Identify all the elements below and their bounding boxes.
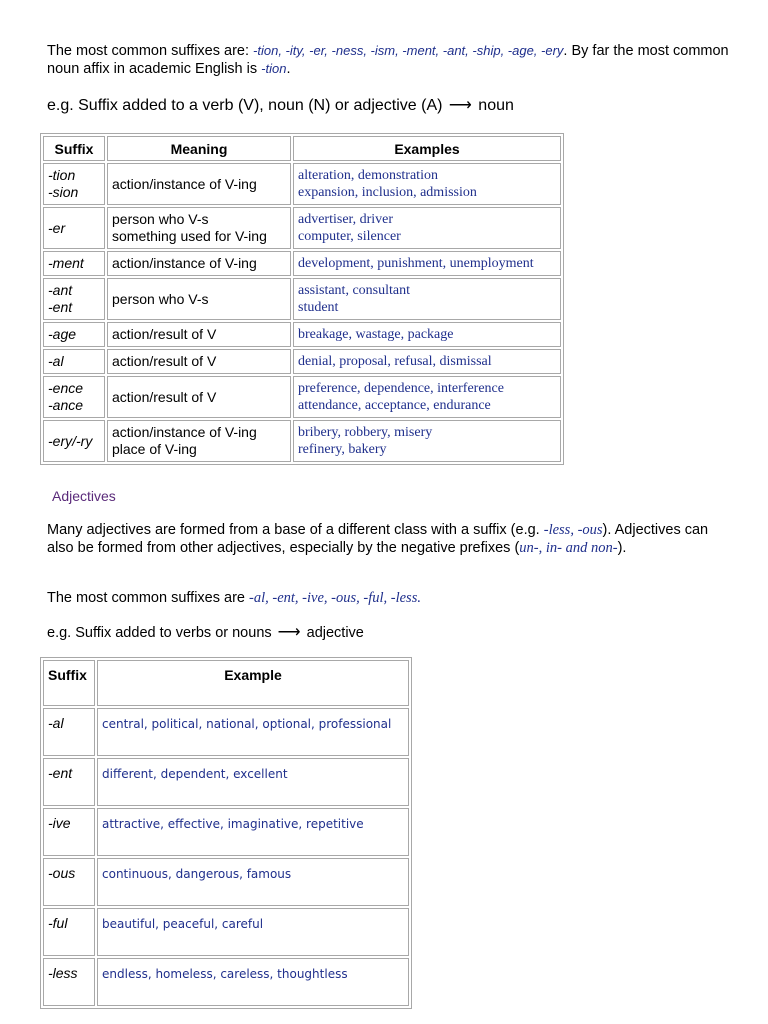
table-row <box>43 708 409 756</box>
arrow-right-icon: ⟶ <box>448 97 472 114</box>
suffix-cell: -er <box>43 207 105 249</box>
intro-text-3: . <box>286 61 291 77</box>
example-cell: central, political, national, optional, professional <box>97 708 409 756</box>
table-row <box>43 349 561 374</box>
examples-cell: denial, proposal, refusal, dismissal <box>293 349 561 374</box>
table-row <box>43 251 561 276</box>
table-row <box>43 322 561 347</box>
suffix-cell: -ent <box>43 758 95 806</box>
noun-example-text: e.g. Suffix added to a verb (V), noun (N) or adjective (A) <box>47 97 443 114</box>
adjective-suffix-table <box>40 657 412 1009</box>
header-examples: Examples <box>293 136 561 161</box>
examples-cell: preference, dependence, interference attendance, acceptance, endurance <box>293 376 561 418</box>
suffix-cell: -al <box>43 349 105 374</box>
table-row <box>43 908 409 956</box>
table-row <box>43 163 561 205</box>
adj-example-suffixes: -less, -ous <box>543 522 603 538</box>
table-row <box>43 858 409 906</box>
examples-cell: alteration, demonstration expansion, inclusion, admission <box>293 163 561 205</box>
examples-cell: development, punishment, unemployment <box>293 251 561 276</box>
meaning-cell: action/result of V <box>107 349 291 374</box>
adj-example-text: e.g. Suffix added to verbs or nouns <box>47 625 272 641</box>
examples-cell: bribery, robbery, misery refinery, bakery <box>293 420 561 462</box>
suffix-cell: -tion -sion <box>43 163 105 205</box>
suffix-cell: -al <box>43 708 95 756</box>
header-suffix: Suffix <box>43 660 95 706</box>
suffix-cell: -ant -ent <box>43 278 105 320</box>
header-meaning: Meaning <box>107 136 291 161</box>
meaning-cell: person who V-s <box>107 278 291 320</box>
meaning-cell: action/instance of V-ing place of V-ing <box>107 420 291 462</box>
suffix-cell: -ous <box>43 858 95 906</box>
noun-example-line <box>47 97 737 115</box>
suffix-cell: -ive <box>43 808 95 856</box>
table-row <box>43 376 561 418</box>
example-cell: different, dependent, excellent <box>97 758 409 806</box>
suffix-cell: -less <box>43 958 95 1006</box>
intro-text: The most common suffixes are: <box>47 43 254 59</box>
suffix-cell: -ery/-ry <box>43 420 105 462</box>
suffix-cell: -age <box>43 322 105 347</box>
adjectives-paragraph <box>47 521 712 557</box>
example-cell: continuous, dangerous, famous <box>97 858 409 906</box>
arrow-right-icon: ⟶ <box>277 624 301 641</box>
example-cell: endless, homeless, careless, thoughtless <box>97 958 409 1006</box>
adjective-suffixes-line <box>47 589 737 607</box>
adj-suffixes-text: The most common suffixes are <box>47 590 250 606</box>
adj-text-2: ). Adjectives can also be formed from other adjectives, especially by the negative prefixes ( <box>47 522 709 556</box>
adjectives-heading: Adjectives <box>52 488 116 504</box>
adjective-example-line <box>47 624 737 642</box>
header-example: Example <box>97 660 409 706</box>
examples-cell: assistant, consultant student <box>293 278 561 320</box>
suffix-cell: -ful <box>43 908 95 956</box>
meaning-cell: person who V-s something used for V-ing <box>107 207 291 249</box>
table-row <box>43 207 561 249</box>
table-row <box>43 420 561 462</box>
meaning-cell: action/instance of V-ing <box>107 251 291 276</box>
adj-text-3: ). <box>617 540 627 556</box>
table-row <box>43 758 409 806</box>
examples-cell: breakage, wastage, package <box>293 322 561 347</box>
suffix-cell: -ence -ance <box>43 376 105 418</box>
table-row <box>43 958 409 1006</box>
adj-suffix-list: -al, -ent, -ive, -ous, -ful, -less. <box>249 590 421 606</box>
intro-paragraph <box>47 42 737 78</box>
intro-text-2: . By far the most common noun affix in academic English is <box>47 43 729 77</box>
table-row <box>43 278 561 320</box>
noun-example-result: noun <box>478 97 514 114</box>
meaning-cell: action/result of V <box>107 376 291 418</box>
example-cell: attractive, effective, imaginative, repetitive <box>97 808 409 856</box>
meaning-cell: action/result of V <box>107 322 291 347</box>
suffix-cell: -ment <box>43 251 105 276</box>
negative-prefixes: un-, in- and non- <box>519 540 618 556</box>
adj-text-1: Many adjectives are formed from a base of a different class with a suffix (e.g. <box>47 522 544 538</box>
adj-example-result: adjective <box>306 625 364 641</box>
example-cell: beautiful, peaceful, careful <box>97 908 409 956</box>
noun-suffix-list: -tion, -ity, -er, -ness, -ism, -ment, -ant, -ship, -age, -ery <box>253 43 564 58</box>
noun-suffix-table <box>40 133 564 465</box>
meaning-cell: action/instance of V-ing <box>107 163 291 205</box>
header-suffix: Suffix <box>43 136 105 161</box>
examples-cell: advertiser, driver computer, silencer <box>293 207 561 249</box>
tion-suffix: -tion <box>261 61 287 76</box>
table-row <box>43 808 409 856</box>
